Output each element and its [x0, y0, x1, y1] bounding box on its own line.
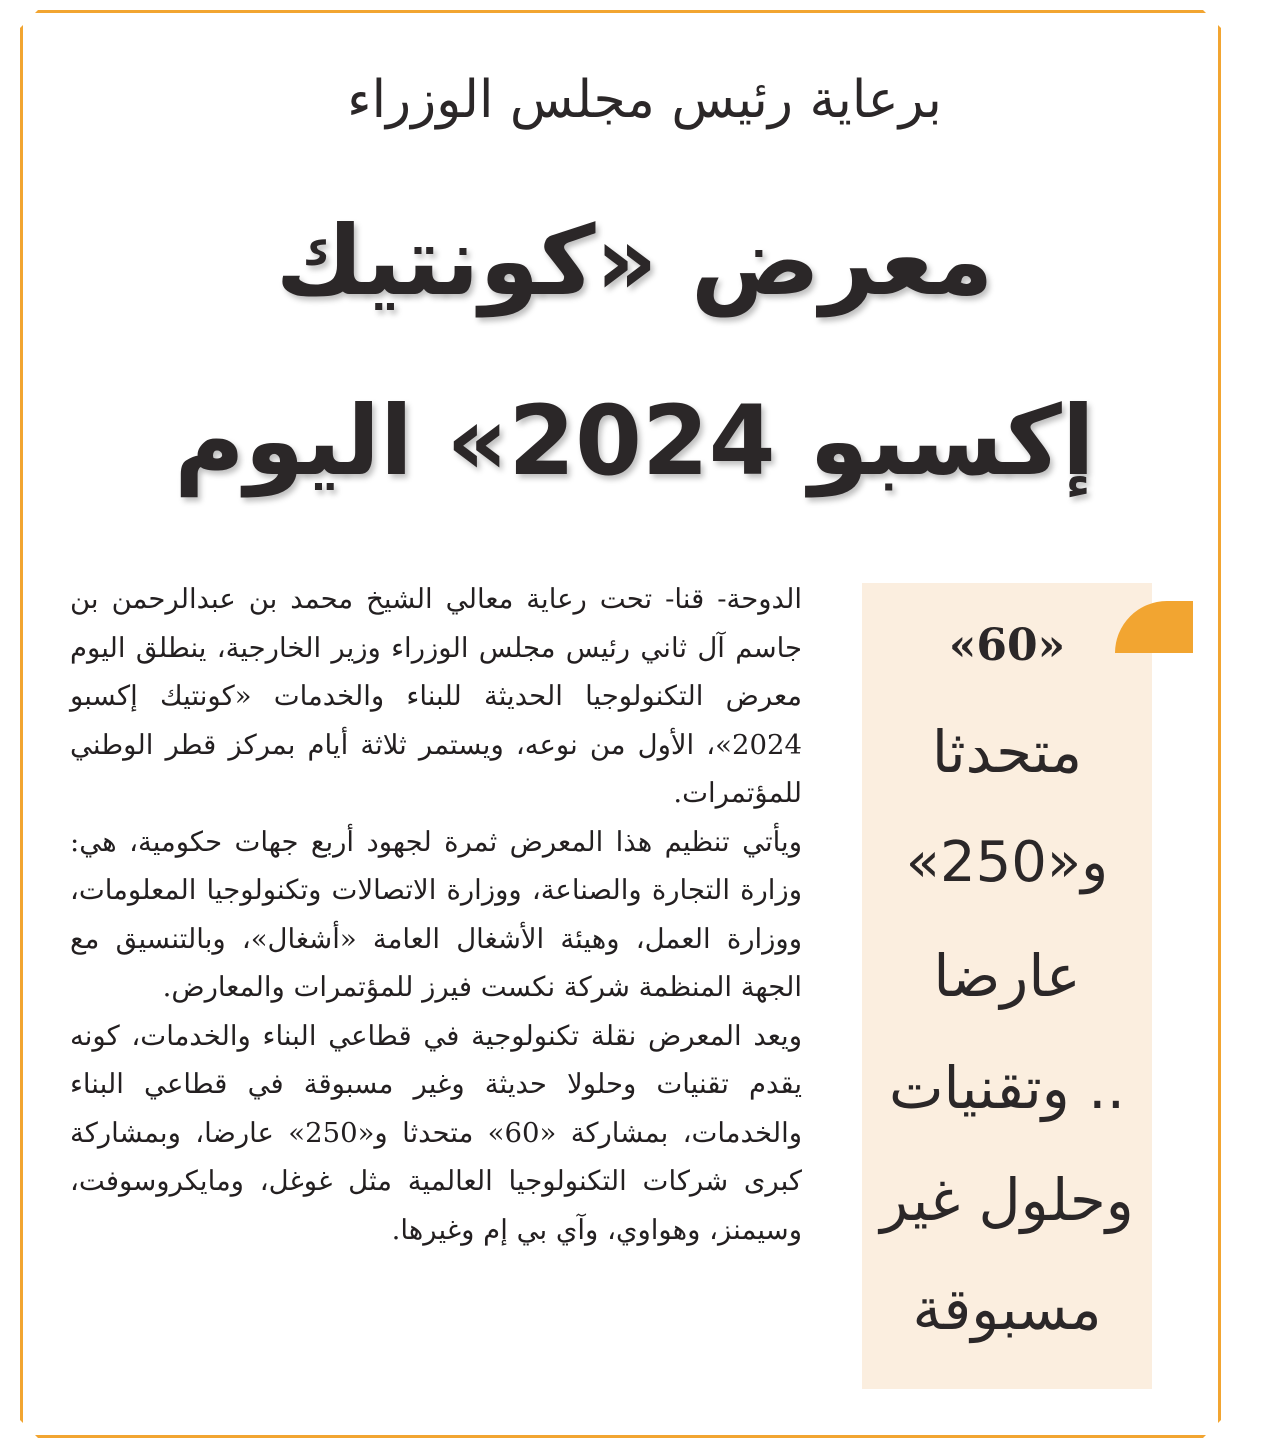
article-paragraph-2: ويأتي تنظيم هذا المعرض ثمرة لجهود أربع جهات حكومية، هي: وزارة التجارة والصناعة، ووزارة الاتصالات وتكنولوجيا المعلومات، ووزارة العمل، وهيئة الأشغال العامة «أشغال»، وبالتنسيق مع الجهة المنظمة شركة نكست فيرز للمؤتمرات والمعارض.: [70, 825, 802, 1003]
headline-line-1: معرض «كونتيك: [275, 205, 994, 317]
sidebar-line-exhibitors: عارضا: [933, 942, 1081, 1010]
sidebar-line-technologies: .. وتقنيات: [888, 1054, 1126, 1122]
article-paragraph-3: ويعد المعرض نقلة تكنولوجية في قطاعي البناء والخدمات، كونه يقدم تقنيات وحلولا حديثة وغير مسبوقة في قطاعي البناء والخدمات، بمشاركة «60» متحدثا و«250» عارضا، وبمشاركة كبرى شركات التكنولوجيا العالمية مثل غوغل، ومايكروسوفت، وسيمنز، وهواوي، وآي بي إم وغيرها.: [70, 1019, 802, 1246]
sidebar-line-speakers-count: «60»: [948, 620, 1066, 671]
sidebar-line-solutions: وحلول غير: [880, 1166, 1134, 1234]
article-paragraph-1: الدوحة- قنا- تحت رعاية معالي الشيخ محمد بن عبدالرحمن بن جاسم آل ثاني رئيس مجلس الوزراء وزير الخارجية، ينطلق اليوم معرض التكنولوجيا الحديثة للبناء والخدمات «كونتيك إكسبو 2024»، الأول من نوعه، ويستمر ثلاثة أيام بمركز قطر الوطني للمؤتمرات.: [70, 583, 802, 809]
sidebar-line-exhibitors-count: و«250»: [905, 830, 1109, 895]
sidebar-line-unprecedented: مسبوقة: [912, 1275, 1102, 1343]
article-body: [70, 575, 802, 1254]
sidebar-line-speakers: متحدثا: [931, 718, 1083, 786]
headline-line-2: إكسبو 2024» اليوم: [174, 385, 1095, 497]
article-kicker: برعاية رئيس مجلس الوزراء: [347, 70, 942, 130]
